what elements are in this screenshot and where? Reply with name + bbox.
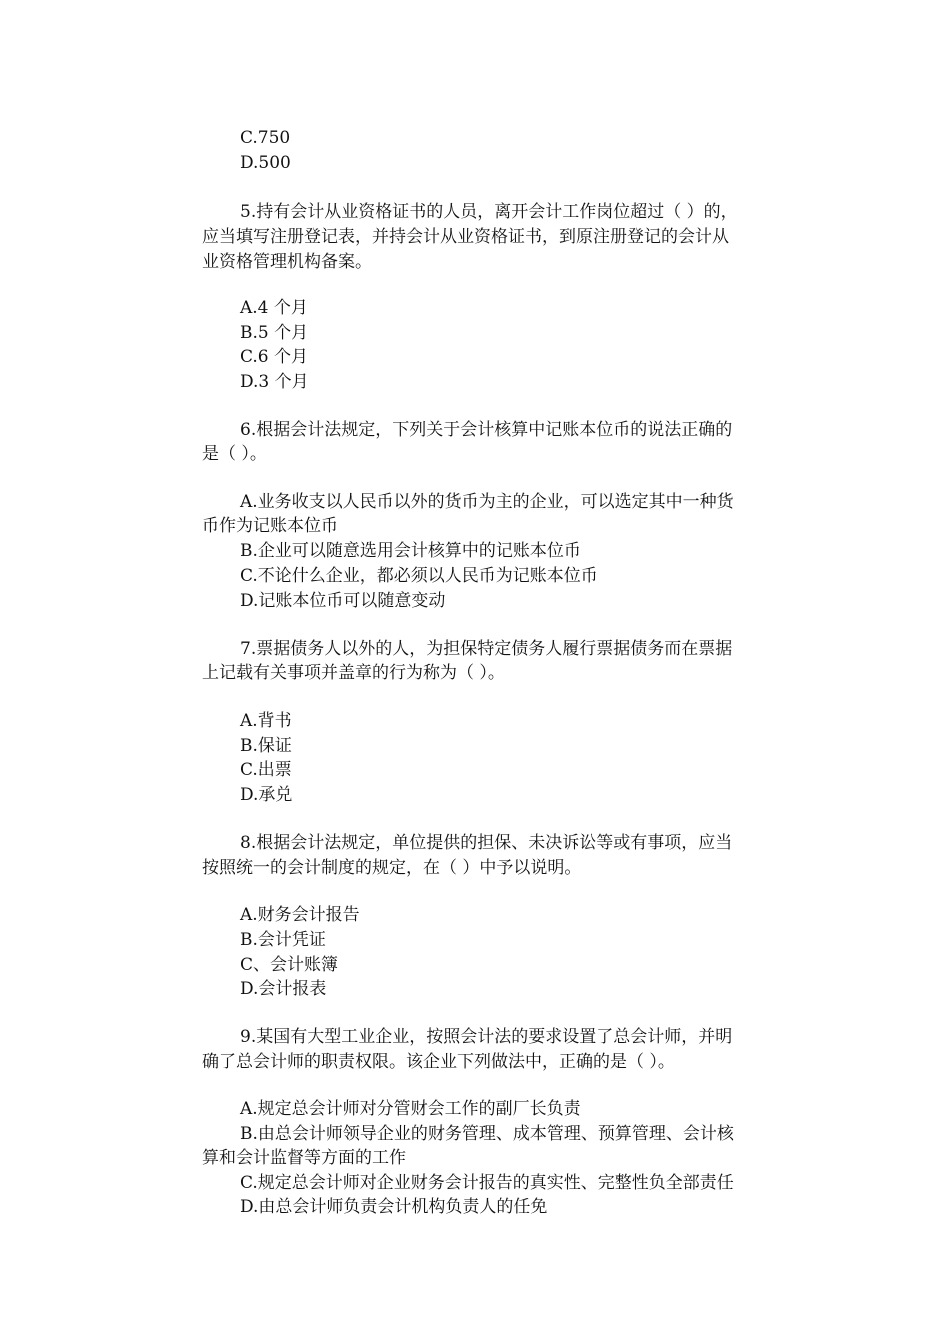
q7-option-d: D.承兑 — [240, 785, 293, 805]
q8-option-b: B.会计凭证 — [240, 930, 326, 950]
q9-option-c: C.规定总会计师对企业财务会计报告的真实性、完整性负全部责任 — [240, 1173, 734, 1193]
q5-option-d: D.3 个月 — [240, 372, 309, 392]
q8-option-a: A.财务会计报告 — [240, 905, 360, 925]
q8-stem-line-2: 按照统一的会计制度的规定，在（ ）中予以说明。 — [202, 858, 582, 878]
q6-option-d: D.记账本位币可以随意变动 — [240, 591, 446, 611]
q7-stem-line-2: 上记载有关事项并盖章的行为称为（ ）。 — [202, 663, 505, 683]
q5-stem-line-3: 业资格管理机构备案。 — [202, 252, 372, 272]
q8-option-c: C、会计账簿 — [240, 955, 339, 975]
q9-option-b-line-2: 算和会计监督等方面的工作 — [202, 1148, 406, 1168]
q8-option-d: D.会计报表 — [240, 979, 327, 999]
q9-stem-line-2: 确了总会计师的职责权限。该企业下列做法中，正确的是（ ）。 — [202, 1052, 675, 1072]
q8-stem-line-1: 8.根据会计法规定，单位提供的担保、未决诉讼等或有事项，应当 — [240, 833, 733, 853]
q5-option-a: A.4 个月 — [240, 298, 308, 318]
q9-stem-line-1: 9.某国有大型工业企业，按照会计法的要求设置了总会计师，并明 — [240, 1027, 733, 1047]
q6-option-b: B.企业可以随意选用会计核算中的记账本位币 — [240, 541, 581, 561]
q9-option-b-line-1: B.由总会计师领导企业的财务管理、成本管理、预算管理、会计核 — [240, 1124, 734, 1144]
q7-option-a: A.背书 — [240, 711, 292, 731]
q9-option-a: A.规定总会计师对分管财会工作的副厂长负责 — [240, 1099, 581, 1119]
q4-option-d: D.500 — [240, 153, 291, 173]
q7-stem-line-1: 7.票据债务人以外的人，为担保特定债务人履行票据债务而在票据 — [240, 639, 733, 659]
q5-stem-line-1: 5.持有会计从业资格证书的人员，离开会计工作岗位超过（ ）的， — [240, 202, 738, 222]
q6-stem-line-2: 是（ ）。 — [202, 444, 267, 464]
q6-option-a-line-1: A.业务收支以人民币以外的货币为主的企业，可以选定其中一种货 — [240, 492, 734, 512]
q4-option-c: C.750 — [240, 128, 291, 148]
q6-stem-line-1: 6.根据会计法规定，下列关于会计核算中记账本位币的说法正确的 — [240, 420, 733, 440]
q7-option-b: B.保证 — [240, 736, 292, 756]
q5-option-c: C.6 个月 — [240, 347, 309, 367]
q6-option-c: C.不论什么企业，都必须以人民币为记账本位币 — [240, 566, 598, 586]
q6-option-a-line-2: 币作为记账本位币 — [202, 516, 338, 536]
q9-option-d: D.由总会计师负责会计机构负责人的任免 — [240, 1197, 548, 1217]
q5-stem-line-2: 应当填写注册登记表，并持会计从业资格证书，到原注册登记的会计从 — [202, 227, 729, 247]
q5-option-b: B.5 个月 — [240, 323, 309, 343]
q7-option-c: C.出票 — [240, 760, 292, 780]
